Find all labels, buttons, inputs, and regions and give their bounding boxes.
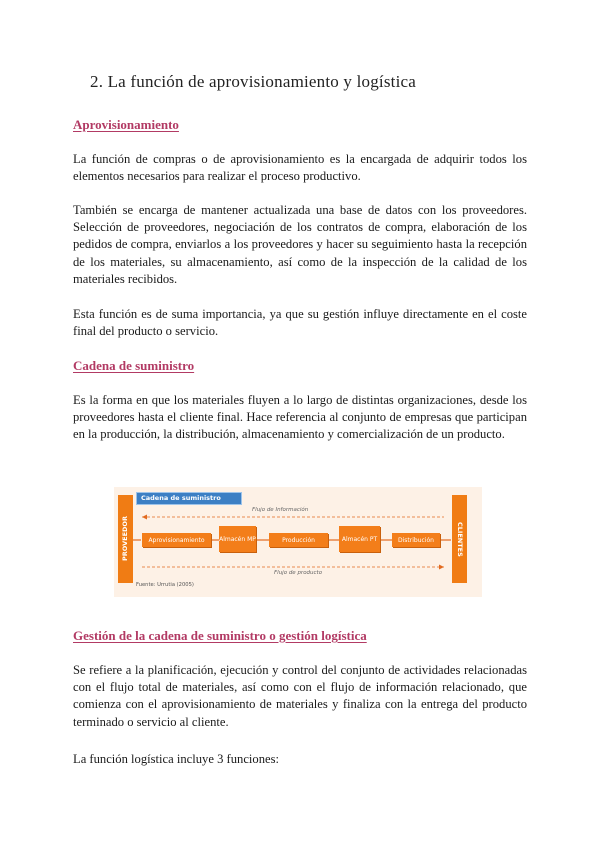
paragraph-aprovisionamiento-3: [73, 306, 527, 340]
heading-aprovisionamiento: Aprovisionamiento: [73, 117, 179, 132]
paragraph-text: La función logística incluye 3 funciones:: [73, 752, 279, 766]
step-produccion: Producción: [269, 533, 328, 547]
paragraph-gestion-logistica: [73, 662, 527, 731]
page-title: 2. La función de aprovisionamiento y logística: [90, 72, 416, 91]
paragraph-cadena-suministro: [73, 392, 527, 444]
step-distribucion: Distribución: [392, 533, 440, 547]
paragraph-text: Esta función es de suma importancia, ya que su gestión influye directamente en el coste final del producto o servicio.: [73, 307, 527, 339]
paragraph-text: La función de compras o de aprovisionamiento es la encargada de adquirir todos los elementos necesarios para realizar el proceso productivo.: [73, 152, 527, 184]
heading-cadena-suministro: Cadena de suministro: [73, 358, 195, 373]
paragraph-aprovisionamiento-1: [73, 151, 527, 185]
paragraph-funciones: [73, 751, 527, 768]
clientes-bar: CLIENTES: [452, 495, 467, 583]
flow-product-label: Flujo de producto: [274, 570, 323, 576]
step-almacen-mp: Almacén MP: [219, 526, 256, 552]
step-almacen-pt: Almacén PT: [339, 526, 380, 552]
flow-info-label: Flujo de Información: [252, 507, 309, 513]
diagram-title: Cadena de suministro: [136, 492, 242, 505]
proveedor-bar: PROVEEDOR: [118, 495, 133, 583]
paragraph-text: Se refiere a la planificación, ejecución y control del conjunto de actividades relacionadas con el flujo total de materiales, así como con el flujo de información relacionado, que comienza con el aprovisionamiento de materiales y finaliza con la entrega del producto terminado o servicio al cliente.: [73, 663, 527, 729]
heading-gestion-logistica: Gestión de la cadena de suministro o gestión logística: [73, 628, 367, 643]
paragraph-text: Es la forma en que los materiales fluyen a lo largo de distintas organizaciones, desde los proveedores hasta el cliente final. Hace referencia al conjunto de empresas que participan en la producción, la distribución, almacenamiento y comercialización de un producto.: [73, 393, 527, 442]
diagram-source: Fuente: Urrutia (2005): [136, 582, 194, 588]
paragraph-text: También se encarga de mantener actualizada una base de datos con los proveedores. Selección de proveedores, negociación de los contratos de compra, elaboración de los pedidos de compra, enviarlos a los proveedores y hacer su seguimiento hasta la recepción de los materiales, su almacenamiento, así como de la inspección de la calidad de los materiales recibidos.: [73, 203, 527, 286]
paragraph-aprovisionamiento-2: [73, 202, 527, 288]
step-aprovisionamiento: Aprovisionamiento: [142, 533, 211, 547]
supply-chain-diagram: [114, 487, 482, 597]
